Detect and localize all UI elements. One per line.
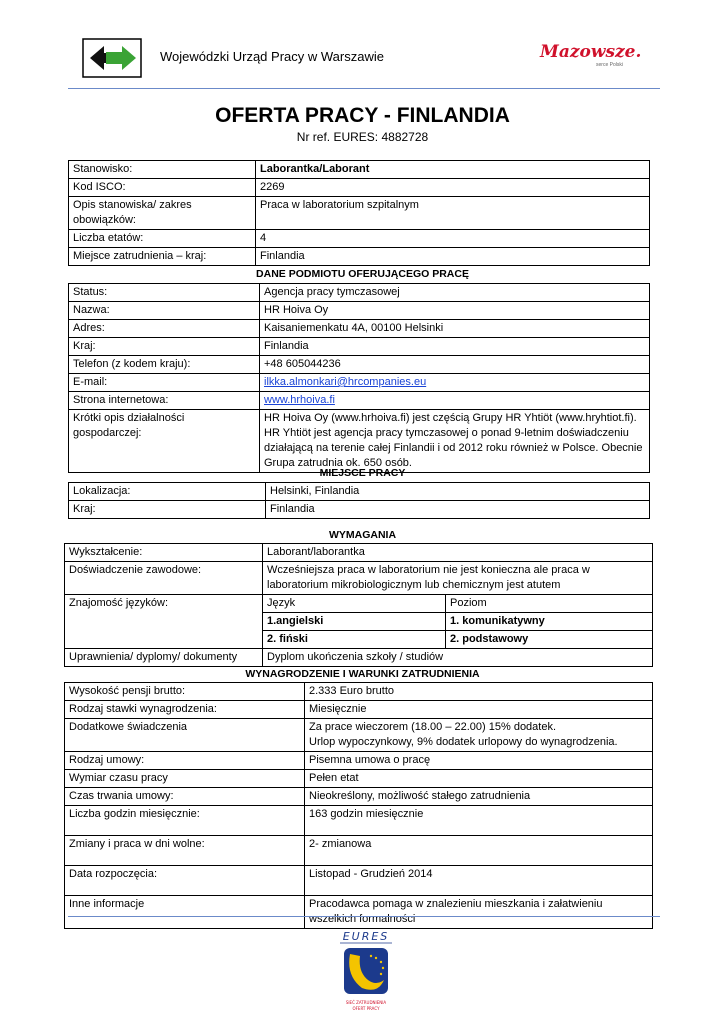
table-row	[65, 649, 653, 667]
eures-logo-icon	[336, 928, 396, 1016]
cell-value: HR Hoiva Oy (www.hrhoiva.fi) jest częścią Grupy HR Yhtiöt (www.hryhtiot.fi). HR Yhtiöt jest agencja pracy tymczasowej o ponad 9-letnim doświadczeniu działającą na terenie całej Finlandii i od 2012 roku również w Polsce. Obecnie Grupa zatrudnia ok. 650 osób.	[260, 410, 650, 473]
level-cell: 1. komunikatywny	[446, 613, 653, 631]
email-link[interactable]: ilkka.almonkari@hrcompanies.eu	[264, 376, 427, 388]
cell-label: Opis stanowiska/ zakres obowiązków:	[69, 197, 256, 230]
mazowsze-subtitle: serce Polski	[596, 62, 623, 68]
page-header	[68, 34, 660, 82]
cell-value: Wcześniejsza praca w laboratorium nie jest konieczna ale praca w laboratorium mikrobiologicznym lub chemicznym jest atutem	[263, 562, 653, 595]
table-row	[69, 230, 650, 248]
cell-label: Zmiany i praca w dni wolne:	[65, 836, 305, 866]
cell-value	[260, 374, 650, 392]
table-row	[69, 197, 650, 230]
table-row	[69, 161, 650, 179]
cell-label: Adres:	[69, 320, 260, 338]
cell-label: Status:	[69, 284, 260, 302]
cell-label: Nazwa:	[69, 302, 260, 320]
cell-value: 4	[256, 230, 650, 248]
table-row	[65, 836, 653, 866]
cell-label: Wykształcenie:	[65, 544, 263, 562]
salary-section-title: WYNAGRODZENIE I WARUNKI ZATRUDNIENIA	[245, 668, 480, 680]
table-row	[65, 701, 653, 719]
cell-value: Laborantka/Laborant	[256, 161, 650, 179]
cell-label: Lokalizacja:	[69, 483, 266, 501]
cell-value: Kaisaniemenkatu 4A, 00100 Helsinki	[260, 320, 650, 338]
table-row	[65, 719, 653, 752]
level-cell: 2. podstawowy	[446, 631, 653, 649]
cell-value: HR Hoiva Oy	[260, 302, 650, 320]
table-row	[65, 866, 653, 896]
cell-label: Rodzaj umowy:	[65, 752, 305, 770]
eures-logo-text: EURES	[342, 930, 390, 943]
cell-label: Telefon (z kodem kraju):	[69, 356, 260, 374]
cell-label: Uprawnienia/ dyplomy/ dokumenty	[65, 649, 263, 667]
cell-value: Pełen etat	[305, 770, 653, 788]
position-table	[68, 160, 650, 266]
table-row	[69, 320, 650, 338]
requirements-section-title: WYMAGANIA	[328, 529, 397, 541]
location-section-title: MIEJSCE PRACY	[319, 467, 406, 479]
table-row	[69, 338, 650, 356]
table-row	[69, 248, 650, 266]
cell-label: Rodzaj stawki wynagrodzenia:	[65, 701, 305, 719]
cell-value: Laborant/laborantka	[263, 544, 653, 562]
cell-label: Dodatkowe świadczenia	[65, 719, 305, 752]
table-row	[65, 896, 653, 929]
cell-value: Listopad - Grudzień 2014	[305, 866, 653, 896]
cell-value: Nieokreślony, możliwość stałego zatrudnienia	[305, 788, 653, 806]
cell-label: Strona internetowa:	[69, 392, 260, 410]
employer-table	[68, 283, 650, 473]
cell-value: Pracodawca pomaga w znalezieniu mieszkania i załatwieniu wszelkich formalności	[305, 896, 653, 929]
cell-value: Finlandia	[260, 338, 650, 356]
requirements-table	[64, 543, 653, 667]
cell-label: Miejsce zatrudnienia – kraj:	[69, 248, 256, 266]
cell-label: Kraj:	[69, 501, 266, 519]
table-row	[69, 483, 650, 501]
benefit-line: Urlop wypoczynkowy, 9% dodatek urlopowy do wynagrodzenia.	[309, 736, 618, 748]
cell-label: Znajomość języków:	[65, 595, 263, 649]
salary-table	[64, 682, 653, 929]
cell-label: Doświadczenie zawodowe:	[65, 562, 263, 595]
cell-label: E-mail:	[69, 374, 260, 392]
cell-value	[260, 392, 650, 410]
cell-value: Miesięcznie	[305, 701, 653, 719]
mazowsze-logo: Mazowsze.	[540, 42, 642, 62]
table-row	[65, 595, 653, 613]
benefit-line: Za prace wieczorem (18.00 – 22.00) 15% dodatek.	[309, 721, 557, 733]
table-row	[69, 302, 650, 320]
table-row	[69, 374, 650, 392]
cell-value	[305, 719, 653, 752]
cell-label: Kod ISCO:	[69, 179, 256, 197]
cell-label: Stanowisko:	[69, 161, 256, 179]
org-name: Wojewódzki Urząd Pracy w Warszawie	[160, 49, 384, 64]
table-row	[69, 284, 650, 302]
cell-label: Wymiar czasu pracy	[65, 770, 305, 788]
table-row	[69, 501, 650, 519]
language-cell: 2. fiński	[263, 631, 446, 649]
location-table	[68, 482, 650, 519]
cell-label: Inne informacje	[65, 896, 305, 929]
cell-value: +48 605044236	[260, 356, 650, 374]
page-title: OFERTA PRACY - FINLANDIA	[215, 104, 510, 127]
table-row	[65, 770, 653, 788]
cell-label: Data rozpoczęcia:	[65, 866, 305, 896]
header-divider	[68, 88, 660, 89]
cell-label: Liczba godzin miesięcznie:	[65, 806, 305, 836]
cell-value: 163 godzin miesięcznie	[305, 806, 653, 836]
level-header: Poziom	[446, 595, 653, 613]
cell-value: 2.333 Euro brutto	[305, 683, 653, 701]
cell-label: Wysokość pensji brutto:	[65, 683, 305, 701]
table-row	[69, 356, 650, 374]
table-row	[69, 179, 650, 197]
eures-subtitle-1: SIEĆ ZATRUDNIENIA	[345, 1000, 387, 1005]
table-row	[65, 544, 653, 562]
cell-value: Finlandia	[256, 248, 650, 266]
cell-label: Czas trwania umowy:	[65, 788, 305, 806]
cell-value: Dyplom ukończenia szkoły / studiów	[263, 649, 653, 667]
table-row	[65, 562, 653, 595]
cell-label: Liczba etatów:	[69, 230, 256, 248]
table-row	[65, 683, 653, 701]
employer-section-title: DANE PODMIOTU OFERUJĄCEGO PRACĘ	[256, 268, 469, 280]
cell-value: Pisemna umowa o pracę	[305, 752, 653, 770]
table-row	[65, 788, 653, 806]
cell-value: 2269	[256, 179, 650, 197]
table-row	[69, 392, 650, 410]
cell-value: Finlandia	[266, 501, 650, 519]
table-row	[69, 410, 650, 473]
cell-value: Praca w laboratorium szpitalnym	[256, 197, 650, 230]
language-cell: 1.angielski	[263, 613, 446, 631]
cell-value: 2- zmianowa	[305, 836, 653, 866]
table-row	[65, 806, 653, 836]
website-link[interactable]: www.hrhoiva.fi	[264, 394, 335, 406]
language-header: Język	[263, 595, 446, 613]
footer-divider	[68, 916, 660, 917]
cell-label: Krótki opis działalności gospodarczej:	[69, 410, 260, 473]
cell-label: Kraj:	[69, 338, 260, 356]
wup-logo-icon	[82, 38, 142, 78]
cell-value: Agencja pracy tymczasowej	[260, 284, 650, 302]
cell-value: Helsinki, Finlandia	[266, 483, 650, 501]
table-row	[65, 752, 653, 770]
reference-number: Nr ref. EURES: 4882728	[296, 130, 429, 144]
eures-subtitle-2: OFERT PRACY	[352, 1006, 380, 1011]
